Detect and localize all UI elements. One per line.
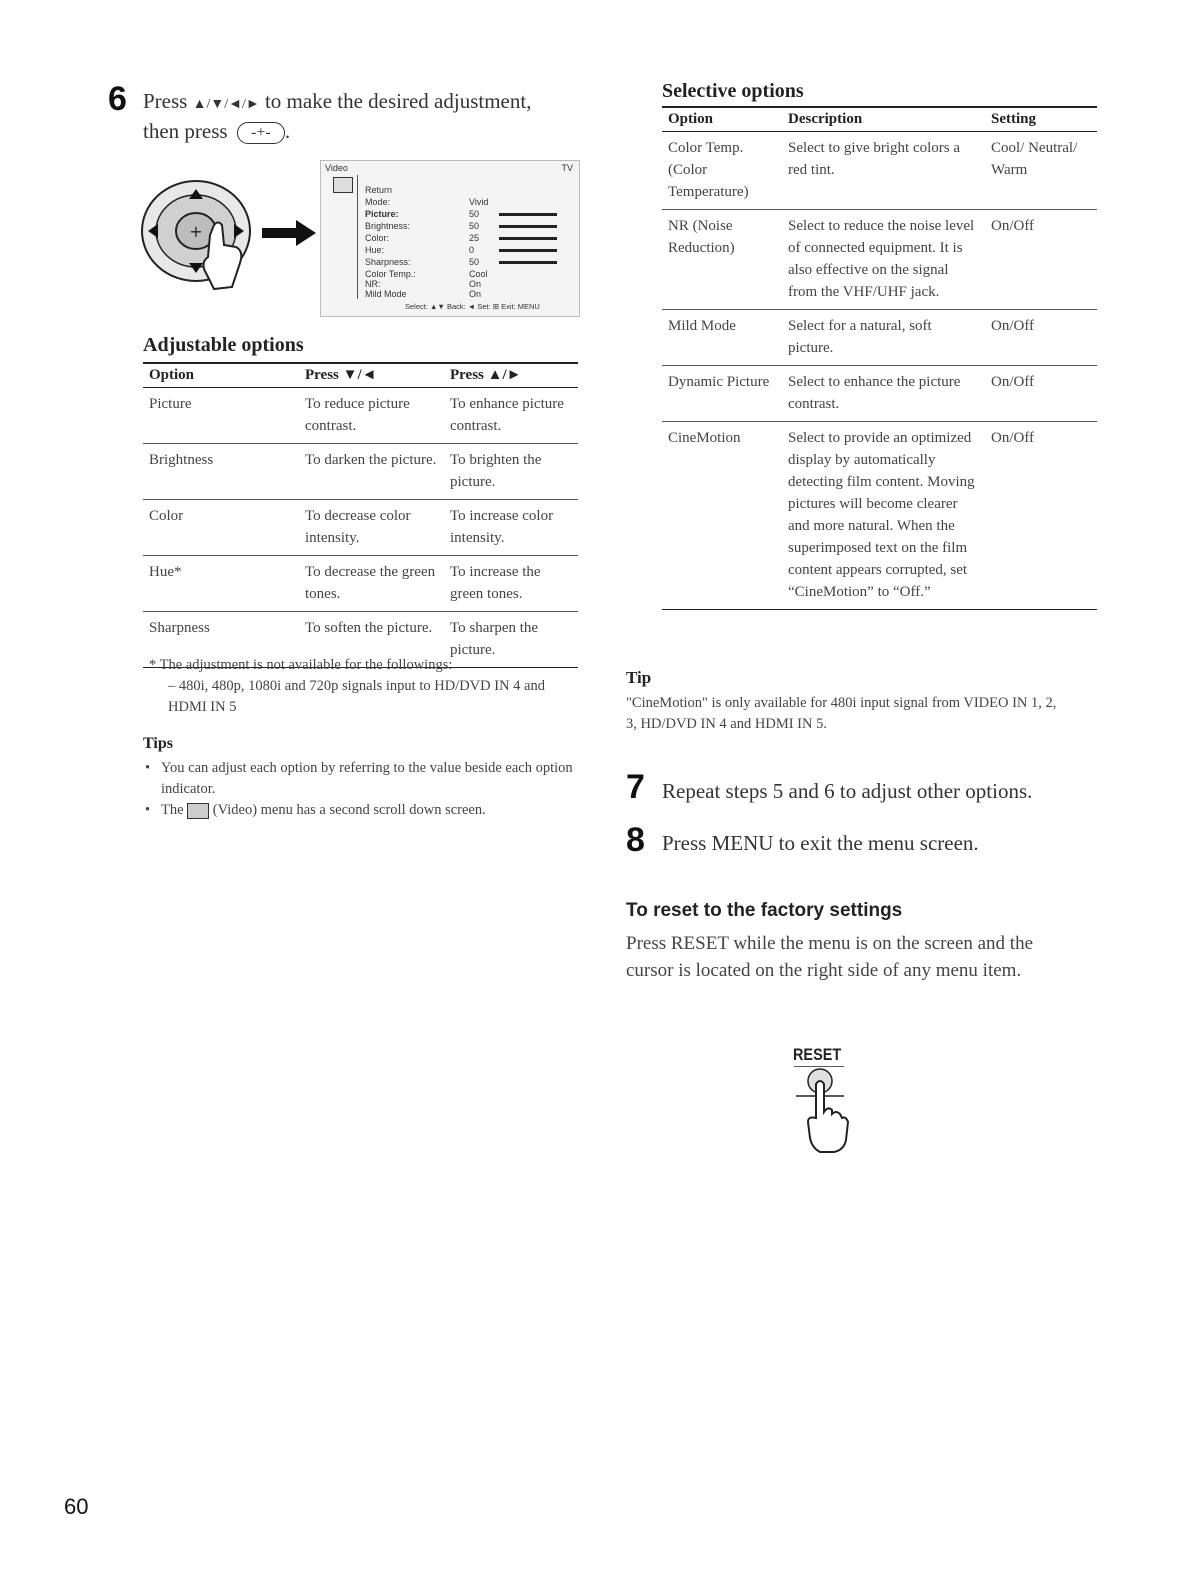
header-option: Option [662, 107, 782, 132]
tv-item-picture [365, 209, 399, 219]
tips-item-2-text-a: The [161, 802, 184, 818]
table-header-row [662, 107, 1097, 132]
tv-item-value: 50 [469, 257, 480, 267]
setting-cell: On/Off [985, 422, 1097, 610]
tv-item-value: 50 [469, 209, 480, 219]
option-cell: CineMotion [662, 422, 782, 610]
reset-section-text: Press RESET while the menu is on the screen and the cursor is located on the right side of any menu item. [626, 933, 1034, 981]
tv-item-value: 25 [469, 233, 480, 243]
header-option: Option [143, 363, 299, 388]
press-up-cell: To increase the green tones. [444, 556, 578, 612]
tv-item-label: Brightness: [365, 221, 411, 231]
tips-title: Tips [143, 735, 173, 752]
option-cell: Brightness [143, 444, 299, 500]
tip-text: "CineMotion" is only available for 480i input signal from VIDEO IN 1, 2, 3, HD/DVD IN 4 and HDMI IN 5. [626, 695, 1057, 732]
step-7-number: 7 [626, 768, 645, 806]
option-cell: Hue* [143, 556, 299, 612]
table-row [662, 310, 1097, 366]
video-menu-icon [333, 177, 353, 193]
bullet: • [145, 760, 151, 776]
press-up-cell: To sharpen the picture. [444, 612, 578, 668]
setting-cell: On/Off [985, 366, 1097, 422]
tv-menu-footer: Select: ▲▼ Back: ◄ Set: ⊞ Exit: MENU [405, 302, 540, 311]
press-up-cell: To brighten the picture. [444, 444, 578, 500]
tv-item-label: Mode: [365, 197, 391, 207]
tv-video-menu [320, 160, 580, 317]
tv-item-brightness [365, 221, 410, 231]
step-6-line1: to make the desired adjustment, [264, 89, 532, 113]
table-row [662, 132, 1097, 210]
tv-item-value: Cool [469, 269, 488, 279]
svg-text:+: + [189, 222, 203, 241]
header-setting: Setting [985, 107, 1097, 132]
step-8-text: Press MENU to exit the menu screen. [662, 831, 979, 855]
table-row [662, 366, 1097, 422]
tv-item-nr [365, 279, 381, 289]
description-cell: Select to reduce the noise level of connected equipment. It is also effective on the signal from the VHF/UHF jack. [782, 210, 985, 310]
footnote-detail: 480i, 480p, 1080i and 720p signals input to HD/DVD IN 4 and HDMI IN 5 [168, 678, 545, 715]
step-6-number: 6 [108, 80, 127, 118]
option-cell: Mild Mode [662, 310, 782, 366]
picture-level-bar [499, 213, 557, 216]
tv-item-label: Sharpness: [365, 257, 411, 267]
step-6-press: Press [143, 89, 188, 113]
description-cell: Select to provide an optimized display by automatically detecting film content. Moving pictures will become clearer and more natural. When the superimposed text on the film content appears corrupted, set “CineMotion” to “Off.” [782, 422, 985, 610]
selective-options-title: Selective options [662, 80, 804, 102]
footnote-star: * [149, 657, 157, 673]
tv-item-value: 50 [469, 221, 480, 231]
tv-item-label: Color: [365, 233, 390, 243]
option-cell: NR (Noise Reduction) [662, 210, 782, 310]
setting-cell: Cool/ Neutral/ Warm [985, 132, 1097, 210]
tv-item-label: Return [365, 185, 393, 195]
press-down-cell: To soften the picture. [299, 612, 444, 668]
tv-item-color-temp [365, 269, 416, 279]
bullet: • [145, 802, 151, 818]
tips-item-2-text-b: (Video) menu has a second scroll down screen. [212, 802, 486, 818]
footnote-dash: – [168, 678, 176, 694]
step-6-text: Press ▲/▼/◄/► to make the desired adjustment, then press -+- . [143, 89, 532, 143]
tv-item-label: Mild Mode [365, 289, 407, 299]
option-cell: Color Temp. (Color Temperature) [662, 132, 782, 210]
press-down-cell: To decrease color intensity. [299, 500, 444, 556]
reset-button-label: RESET [793, 1045, 842, 1064]
video-menu-icon [187, 803, 209, 819]
tv-menu-divider [357, 175, 358, 299]
setting-cell: On/Off [985, 210, 1097, 310]
step-7-text: Repeat steps 5 and 6 to adjust other options. [662, 779, 1033, 803]
tv-item-mild-mode [365, 289, 407, 299]
tv-item-color [365, 233, 389, 243]
reset-section-title: To reset to the factory settings [626, 900, 903, 921]
tv-item-label: NR: [365, 279, 381, 289]
tv-menu-corner: TV [561, 163, 573, 173]
brightness-level-bar [499, 225, 557, 228]
adjustable-options-table [143, 362, 578, 668]
press-up-cell: To enhance picture contrast. [444, 388, 578, 444]
table-row [143, 556, 578, 612]
tv-item-sharpness [365, 257, 411, 267]
tips-item-1-text: You can adjust each option by referring to the value beside each option indicator. [161, 760, 573, 797]
table-row [662, 210, 1097, 310]
step-6-line2: then press [143, 119, 228, 143]
tv-item-value: On [469, 279, 482, 289]
footnote-text: The adjustment is not available for the followings: [159, 657, 453, 673]
press-down-cell: To darken the picture. [299, 444, 444, 500]
option-cell: Picture [143, 388, 299, 444]
footnote-detail-line [168, 676, 568, 718]
tv-item-return [365, 185, 392, 195]
description-cell: Select to give bright colors a red tint. [782, 132, 985, 210]
remote-dpad-icon [140, 175, 270, 300]
color-level-bar [499, 237, 557, 240]
description-cell: Select to enhance the picture contrast. [782, 366, 985, 422]
sharpness-level-bar [499, 261, 557, 264]
table-row [143, 388, 578, 444]
footnote [149, 655, 589, 676]
tv-menu-title: Video [325, 163, 348, 173]
reset-button-press-icon [790, 1066, 860, 1158]
press-down-cell: To reduce picture contrast. [299, 388, 444, 444]
setting-cell: On/Off [985, 310, 1097, 366]
tv-item-value: On [469, 289, 482, 299]
hue-level-bar [499, 249, 557, 252]
option-cell: Dynamic Picture [662, 366, 782, 422]
tip-title: Tip [626, 668, 652, 687]
tips-item-1 [143, 758, 573, 800]
page-number: 60 [64, 1494, 89, 1519]
option-cell: Sharpness [143, 612, 299, 668]
press-down-cell: To decrease the green tones. [299, 556, 444, 612]
selective-options-table [662, 106, 1097, 610]
table-row [143, 444, 578, 500]
arrow-keys-icon: ▲/▼/◄/► [192, 97, 260, 112]
tv-item-label: Hue: [365, 245, 385, 255]
adjustable-options-title: Adjustable options [143, 334, 304, 356]
press-up-cell: To increase color intensity. [444, 500, 578, 556]
right-arrow-icon [262, 218, 318, 248]
header-description: Description [782, 107, 985, 132]
description-cell: Select for a natural, soft picture. [782, 310, 985, 366]
tips-list [143, 758, 573, 821]
tv-item-label: Picture: [365, 209, 399, 219]
step-8-number: 8 [626, 821, 645, 859]
tv-item-label: Color Temp.: [365, 269, 416, 279]
enter-button-icon: -+- [237, 122, 285, 144]
header-press-up: Press ▲/► [444, 363, 578, 388]
table-row [662, 422, 1097, 610]
tv-item-value: Vivid [469, 197, 489, 207]
table-header-row [143, 363, 578, 388]
table-row [143, 500, 578, 556]
tips-item-2 [143, 800, 573, 821]
option-cell: Color [143, 500, 299, 556]
header-press-down: Press ▼/◄ [299, 363, 444, 388]
tv-item-value: 0 [469, 245, 475, 255]
tv-item-hue [365, 245, 384, 255]
tv-item-mode [365, 197, 390, 207]
